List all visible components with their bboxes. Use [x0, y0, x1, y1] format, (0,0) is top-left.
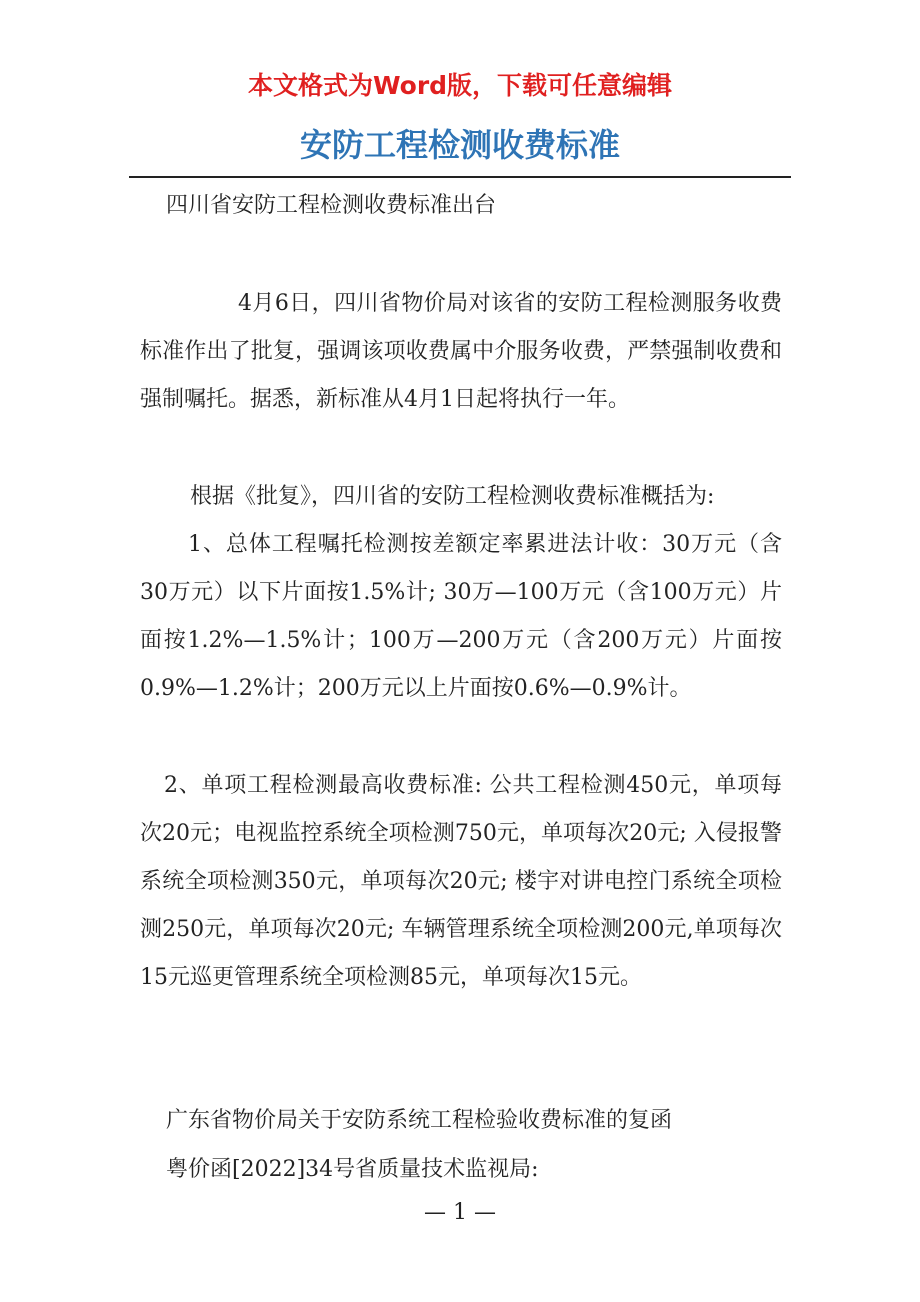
download-banner: 本文格式为Word版，下载可任意编辑: [247, 71, 673, 100]
intro-paragraph: 4月6日，四川省物价局对该省的安防工程检测服务收费标准作出了批复，强调该项收费属中介服务收费，严禁强制收费和强制嘱托。据悉，新标准从4月1日起将执行一年。: [140, 291, 782, 412]
fee-item-2-paragraph: 2、单项工程检测最高收费标准: 公共工程检测450元，单项每次20元；电视监控系统全项检测750元，单项每次20元; 入侵报警系统全项检测350元，单项每次20元; 楼宇对讲电控门系统全项检测250元，单项每次20元; 车辆管理系统全项检测200元,单项每次15元巡更管理系统全项检测85元，单项每次15元。: [140, 773, 782, 990]
page-number: — 1 —: [424, 1200, 496, 1225]
fee-item-1-paragraph: 1、总体工程嘱托检测按差额定率累进法计收：30万元（含30万元）以下片面按1.5%计; 30万—100万元（含100万元）片面按1.2%—1.5%计；100万—200万元（含200万元）片面按0.9%—1.2%计；200万元以上片面按0.6%—0.9%计。: [140, 532, 782, 701]
summary-lead-paragraph: 根据《批复》，四川省的安防工程检测收费标准概括为:: [190, 484, 715, 509]
letter-reference: 粤价函[2022]34号省质量技术监视局:: [166, 1157, 539, 1182]
guangdong-heading: 广东省物价局关于安防系统工程检验收费标准的复函: [166, 1108, 673, 1133]
section-subheading: 四川省安防工程检测收费标准出台: [166, 193, 497, 218]
title-divider: [129, 176, 791, 178]
document-title: 安防工程检测收费标准: [299, 126, 620, 164]
